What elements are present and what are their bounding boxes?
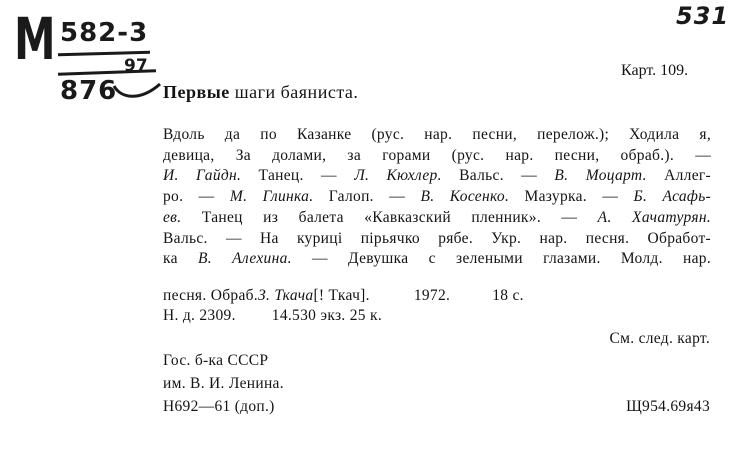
arranger-name: З. Ткача xyxy=(258,287,314,304)
composer-name: ев. xyxy=(163,208,182,226)
arranger-name: В. Алехина. xyxy=(198,250,292,268)
contents-text: Аллег- xyxy=(646,167,711,185)
composer-name: И. Гайдн. xyxy=(163,167,242,185)
contents-line xyxy=(163,166,711,187)
composer-name: А. Хачатурян. xyxy=(597,208,712,226)
title-rest: шаги баяниста. xyxy=(229,82,359,102)
contents-line: Вдоль да по Казанке (рус. нар. песни, перелож.); Ходила я, xyxy=(163,126,711,143)
handwritten-shelf-number-top: 582-3 xyxy=(60,18,149,48)
library-name: Гос. б-ка СССР xyxy=(163,352,269,369)
see-next-card: См. след. карт. xyxy=(609,330,710,347)
stats-line xyxy=(163,307,382,325)
card-number: Карт. 109. xyxy=(621,62,689,79)
handwritten-shelf-number-bottom: 876 xyxy=(60,76,118,106)
composer-name: М. Глинка. xyxy=(229,188,314,206)
composer-name: В. Косенко. xyxy=(420,188,510,206)
contents-text: Танец. — xyxy=(241,167,355,185)
contents-line xyxy=(163,187,711,208)
contents-line xyxy=(163,208,711,229)
library-code: Н692—61 (доп.) xyxy=(163,398,275,415)
composer-name: Б. Асафь- xyxy=(633,188,712,206)
handwritten-page-number: 531 xyxy=(676,2,730,30)
contents-line: Вальс. — На куриці пірьячко рябе. Укр. нар. песня. Обработ- xyxy=(163,229,711,247)
title-bold: Первые xyxy=(163,82,230,102)
contents-text: Танец из балета «Кавказский пленник». — xyxy=(181,208,598,226)
contents-paragraph xyxy=(163,125,711,270)
contents-text: Галоп. — xyxy=(313,188,421,206)
contents-line xyxy=(163,249,711,270)
contents-text: ро. — xyxy=(163,188,230,206)
classification-code: Щ954.69я43 xyxy=(626,398,710,415)
imprint-prefix: песня. Обраб. xyxy=(163,287,258,304)
publication-year: 1972. xyxy=(413,287,451,304)
handwritten-superscript: 97 xyxy=(124,56,148,76)
library-name-2: им. В. И. Ленина. xyxy=(163,375,284,392)
contents-line: девица, За долами, за горами (рус. нар. песни, обраб.). — xyxy=(163,146,711,164)
imprint-line xyxy=(163,287,524,305)
contents-text: Вальс. — xyxy=(441,167,555,185)
composer-name: Л. Кюхлер. xyxy=(354,167,442,185)
contents-text: ка xyxy=(163,250,198,268)
handwritten-shelf-letter: М xyxy=(14,5,56,73)
page-count: 18 с. xyxy=(492,287,524,304)
arranger-bracket: [! Ткач]. xyxy=(313,287,370,304)
print-run: 14.530 экз. 25 к. xyxy=(271,307,382,324)
card-title xyxy=(163,82,358,103)
contents-text: — Девушка с зелеными глазами. Молд. нар. xyxy=(291,250,712,268)
composer-name: В. Моцарт. xyxy=(554,167,647,185)
order-number: Н. д. 2309. xyxy=(163,307,236,324)
handwritten-swoosh-icon xyxy=(112,80,162,102)
contents-text: Мазурка. — xyxy=(509,188,634,206)
